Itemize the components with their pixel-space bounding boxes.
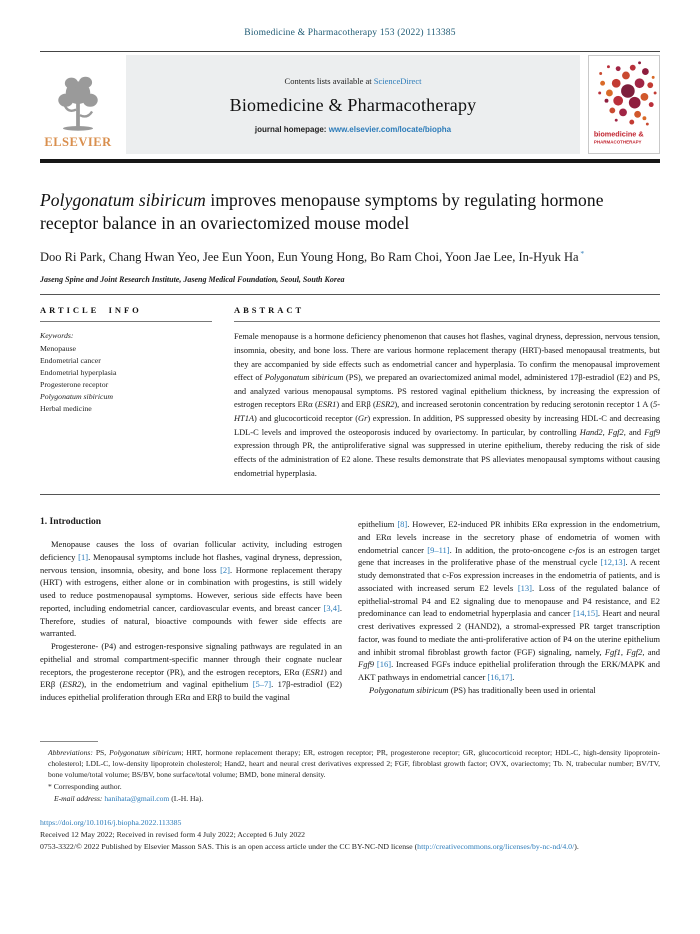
article-info-column <box>40 305 212 480</box>
body-paragraph: Polygonatum sibiricum (PS) has traditionally been used in oriental <box>369 684 596 695</box>
abbreviations-text: Abbreviations: PS, Polygonatum sibiricum; HRT, hormone replacement therapy; ER, estrogen receptor; PR, progesterone receptor; GR, glucocorticoid receptor; HDL-C, high-density lipoprotein-cholesterol; LDL-C, low-density lipoprotein cholesterol; Hand2, heart and neural crest derivatives expressed 2; FGF, fibroblast growth factor; OVX, ovariectomy; Tb. N, trabecular number; BV/TV, bone volume/total volume; BS/BV, bone surface/total volume; BMD, bone mineral density. <box>48 748 660 780</box>
copyright-suffix: ). <box>574 842 579 852</box>
email-label: E-mail address: <box>54 794 105 804</box>
citation-link[interactable]: * <box>578 249 585 259</box>
journal-banner-box <box>126 55 580 154</box>
journal-title: Biomedicine & Pharmacotherapy <box>229 94 477 115</box>
corresponding-author-note: * Corresponding author. <box>48 782 122 792</box>
body-column-left <box>40 517 342 731</box>
journal-citation: Biomedicine & Pharmacotherapy 153 (2022) 113385 <box>244 28 456 38</box>
citation-link[interactable]: [13] <box>517 582 533 593</box>
keyword-item: Endometrial cancer <box>40 355 101 365</box>
header-divider-bar <box>40 159 660 163</box>
body-paragraph: Progesterone- (P4) and estrogen-responsive signaling pathways are regulated in an epithelial and stromal compartment-specific manner through their cognate nuclear receptors, the progesterone receptor (PR), and the estrogen receptors, ERα (ESR1) and ERβ (ESR2), in the endometrium and vaginal epithelium [5–7]. 17β-estradiol (E2) induces epithelial proliferation through ERα and ERβ to build the vaginal <box>40 641 343 703</box>
citation-link[interactable]: [16,17] <box>487 672 513 683</box>
body-column-right <box>358 517 660 731</box>
keywords-label: Keywords: <box>40 331 74 341</box>
body-columns <box>40 517 660 731</box>
keyword-item: Progesterone receptor <box>40 379 109 389</box>
email-line <box>40 793 660 804</box>
elsevier-wordmark: ELSEVIER <box>44 135 112 150</box>
elsevier-tree-icon <box>49 72 107 134</box>
introduction-paragraphs-right <box>358 518 660 697</box>
introduction-paragraphs-left <box>40 538 342 704</box>
citation-link[interactable]: [12,13] <box>600 557 626 568</box>
homepage-prefix-text: journal homepage: <box>254 124 329 134</box>
cover-art-dots <box>589 56 659 153</box>
copyright-text: 0753-3322/© 2022 Published by Elsevier Masson SAS. This is an open access article under the CC BY-NC-ND license ( <box>40 842 418 852</box>
keyword-item: Polygonatum sibiricum <box>40 391 113 401</box>
citation-link[interactable]: [3,4] <box>323 602 340 613</box>
citation-link[interactable]: [5–7] <box>252 679 272 690</box>
copyright-line <box>40 841 660 853</box>
received-dates: Received 12 May 2022; Received in revised form 4 July 2022; Accepted 6 July 2022 <box>40 830 306 840</box>
cover-title-line2: PHARMACOTHERAPY <box>593 139 642 145</box>
citation-link[interactable]: [2] <box>220 564 231 575</box>
cover-title-line1: biomedicine & <box>593 129 644 139</box>
affiliation: Jaseng Spine and Joint Research Institute, Jaseng Medical Foundation, Seoul, South Korea <box>40 275 345 285</box>
footnote-rule <box>40 741 98 742</box>
journal-cover-thumbnail <box>588 55 660 154</box>
citation-link[interactable]: [14,15] <box>573 608 598 619</box>
homepage-line <box>255 125 451 134</box>
abstract-heading: ABSTRACT <box>234 305 660 322</box>
contents-prefix-text: Contents lists available at <box>284 75 374 86</box>
info-abstract-section <box>40 294 660 495</box>
abstract-column <box>234 305 660 480</box>
email-link[interactable]: hanihata@gmail.com <box>104 794 170 804</box>
keyword-item: Endometrial hyperplasia <box>40 367 117 377</box>
keyword-item: Menopause <box>40 343 76 353</box>
abstract-text: Female menopause is a hormone deficiency phenomenon that causes hot flashes, vaginal dryness, depression, nervous tension, insomnia, obesity, and bone loss. There are various hormone replacement therapy (HRT)-based menopausal treatments, but they are accompanied by side effects such as endometrial cancer and hyperplasia. To confirm the menopausal improvement effect of Polygonatum sibiricum (PS), we prepared an ovariectomized animal model, administered 17β-estradiol (E2) and PS, and analyzed various menopausal symptoms. PS restored vaginal epithelium thickness, by increasing the expression of estrogen receptors ERα (ESR1) and ERβ (ESR2), and increased serotonin concentration by reducing serotonin receptor 1 A (5-HT1A) and glucocorticoid receptor (Gr) expression. In addition, PS suppressed obesity by increasing HDL-C and decreasing LDL-C levels and improved the osteoporosis induced by ovariectomy. In particular, by controlling Hand2, Fgf2, and Fgf9 expression through PR, the antiproliferative signal was suppressed in uterine epithelium, thereby reducing the risk of side effects of the administration of E2 alone. These results demonstrate that PS alleviates menopausal symptoms without causing endometrial hyperplasia. <box>234 332 661 478</box>
footer-block <box>40 818 660 853</box>
citation-link[interactable]: [9–11] <box>427 544 450 555</box>
citation-link[interactable]: [8] <box>397 519 408 530</box>
keywords-list <box>40 343 212 415</box>
doi-link[interactable]: https://doi.org/10.1016/j.biopha.2022.113385 <box>40 818 182 828</box>
cc-license-link[interactable]: http://creativecommons.org/licenses/by-nc-nd/4.0/ <box>417 842 575 852</box>
contents-list-line <box>285 76 422 86</box>
article-info-heading: ARTICLE INFO <box>40 305 212 322</box>
author-list: Doo Ri Park, Chang Hwan Yeo, Jee Eun Yoon, Eun Young Hong, Bo Ram Choi, Yoon Jae Lee, In-Hyuk Ha * <box>40 249 585 265</box>
journal-homepage-link[interactable]: www.elsevier.com/locate/biopha <box>328 124 452 134</box>
journal-header <box>40 51 660 163</box>
body-paragraph: epithelium [8]. However, E2-induced PR inhibits ERα expression in the endometrium, and ERα levels increase in the secretory phase of endometria of women with endometrial cancer [9–11]. In addition, the proto-oncogene c-fos is an estrogen target gene that increases in the proliferative phase of the menstrual cycle [12,13]. A recent study demonstrated that c-Fos expression increases in the endometria of patients, and is associated with increased serum E2 levels [13]. Loss of the regulated balance of epithelial-stromal P4 and E2 signaling due to menopause and P4 resistance, and E2 predominance can lead to endometrial hyperplasia and cancer [14,15]. Heart and neural crest derivatives expressed 2 (HAND2), a stromal-expressed PR target transcription factor, was found to mediate the anti-proliferative action of P4 on the uterine epithelium and inhibit stromal fibroblast growth factor (FGF) signaling, namely, Fgf1, Fgf2, and Fgf9 [16]. Increased FGFs induce epithelial proliferation through the ERK/MAPK and AKT pathways in endometrial cancer [16,17]. <box>358 519 660 683</box>
footnote-block <box>40 741 660 804</box>
email-suffix: (I.-H. Ha). <box>169 794 204 804</box>
sciencedirect-link[interactable]: ScienceDirect <box>373 75 422 86</box>
elsevier-logo <box>40 55 118 154</box>
citation-link[interactable]: [1] <box>78 551 89 562</box>
introduction-heading: 1. Introduction <box>40 517 102 528</box>
keyword-item: Herbal medicine <box>40 403 92 413</box>
body-paragraph: Menopause causes the loss of ovarian follicular activity, including estrogen deficiency [1]. Menopausal symptoms include hot flashes, vaginal dryness, depression, nervous tension, insomnia, obesity, and bone loss [2]. Hormone replacement therapy (HRT) with estrogens, either alone or in combination with progestins, is still widely used to reduce postmenopausal symptoms. However, serious side effects have been reported, including endometrial cancer, cardiovascular events, and breast cancer [3,4]. Therefore, studies of natural, bioactive compounds with fewer side effects are warranted. <box>40 539 342 639</box>
article-title: Polygonatum sibiricum improves menopause symptoms by regulating hormone receptor balance in an ovariectomized mouse model <box>40 190 604 234</box>
citation-link[interactable]: [16] <box>376 659 392 670</box>
